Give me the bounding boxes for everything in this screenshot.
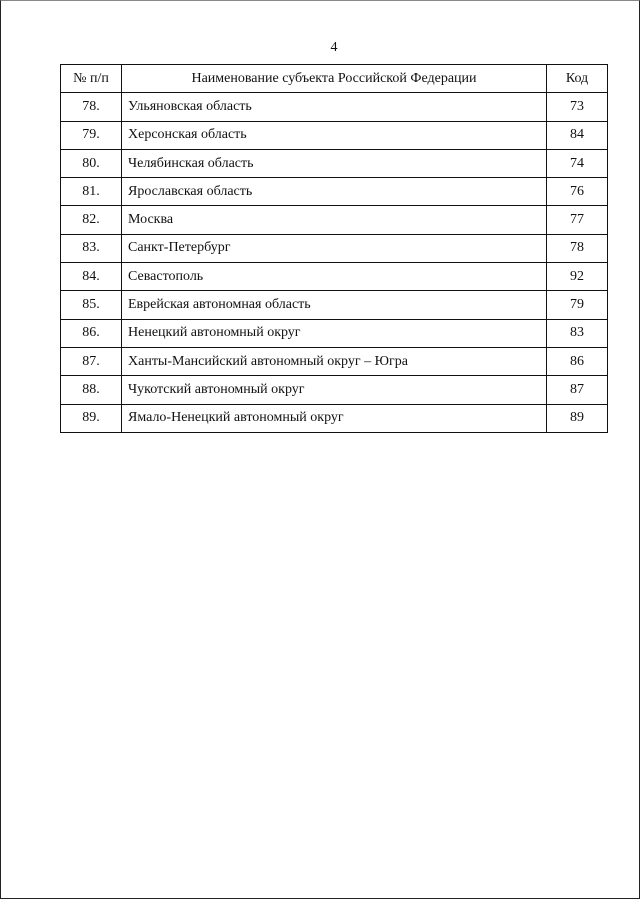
row-name: Еврейская автономная область [122, 291, 547, 319]
row-name: Санкт-Петербург [122, 234, 547, 262]
row-num: 87. [61, 347, 122, 375]
row-num: 81. [61, 178, 122, 206]
row-code: 74 [547, 149, 608, 177]
row-code: 79 [547, 291, 608, 319]
row-name: Челябинская область [122, 149, 547, 177]
row-name: Ханты-Мансийский автономный округ – Югра [122, 347, 547, 375]
table-row [61, 291, 608, 319]
table-row [61, 263, 608, 291]
table-row [61, 234, 608, 262]
row-num: 84. [61, 263, 122, 291]
table-row [61, 93, 608, 121]
table-row [61, 404, 608, 432]
row-num: 78. [61, 93, 122, 121]
row-code: 84 [547, 121, 608, 149]
row-name: Ямало-Ненецкий автономный округ [122, 404, 547, 432]
table-row [61, 206, 608, 234]
row-code: 83 [547, 319, 608, 347]
row-name: Москва [122, 206, 547, 234]
table-row [61, 376, 608, 404]
table-row [61, 347, 608, 375]
header-name: Наименование субъекта Российской Федерации [122, 65, 547, 93]
row-num: 86. [61, 319, 122, 347]
table-row [61, 319, 608, 347]
row-code: 73 [547, 93, 608, 121]
table-row [61, 121, 608, 149]
table-header [61, 65, 608, 93]
row-code: 77 [547, 206, 608, 234]
header-num: № п/п [61, 65, 122, 93]
row-num: 89. [61, 404, 122, 432]
row-code: 89 [547, 404, 608, 432]
row-code: 86 [547, 347, 608, 375]
row-name: Херсонская область [122, 121, 547, 149]
header-row [61, 65, 608, 93]
row-name: Ярославская область [122, 178, 547, 206]
row-code: 78 [547, 234, 608, 262]
row-name: Чукотский автономный округ [122, 376, 547, 404]
table-body [61, 93, 608, 433]
header-code: Код [547, 65, 608, 93]
row-name: Ненецкий автономный округ [122, 319, 547, 347]
row-num: 82. [61, 206, 122, 234]
page-number: 4 [330, 40, 338, 55]
row-num: 85. [61, 291, 122, 319]
row-num: 79. [61, 121, 122, 149]
row-name: Ульяновская область [122, 93, 547, 121]
row-code: 87 [547, 376, 608, 404]
table-row [61, 149, 608, 177]
row-code: 92 [547, 263, 608, 291]
row-num: 80. [61, 149, 122, 177]
row-num: 83. [61, 234, 122, 262]
table-row [61, 178, 608, 206]
row-name: Севастополь [122, 263, 547, 291]
regions-table [60, 64, 608, 433]
row-num: 88. [61, 376, 122, 404]
row-code: 76 [547, 178, 608, 206]
